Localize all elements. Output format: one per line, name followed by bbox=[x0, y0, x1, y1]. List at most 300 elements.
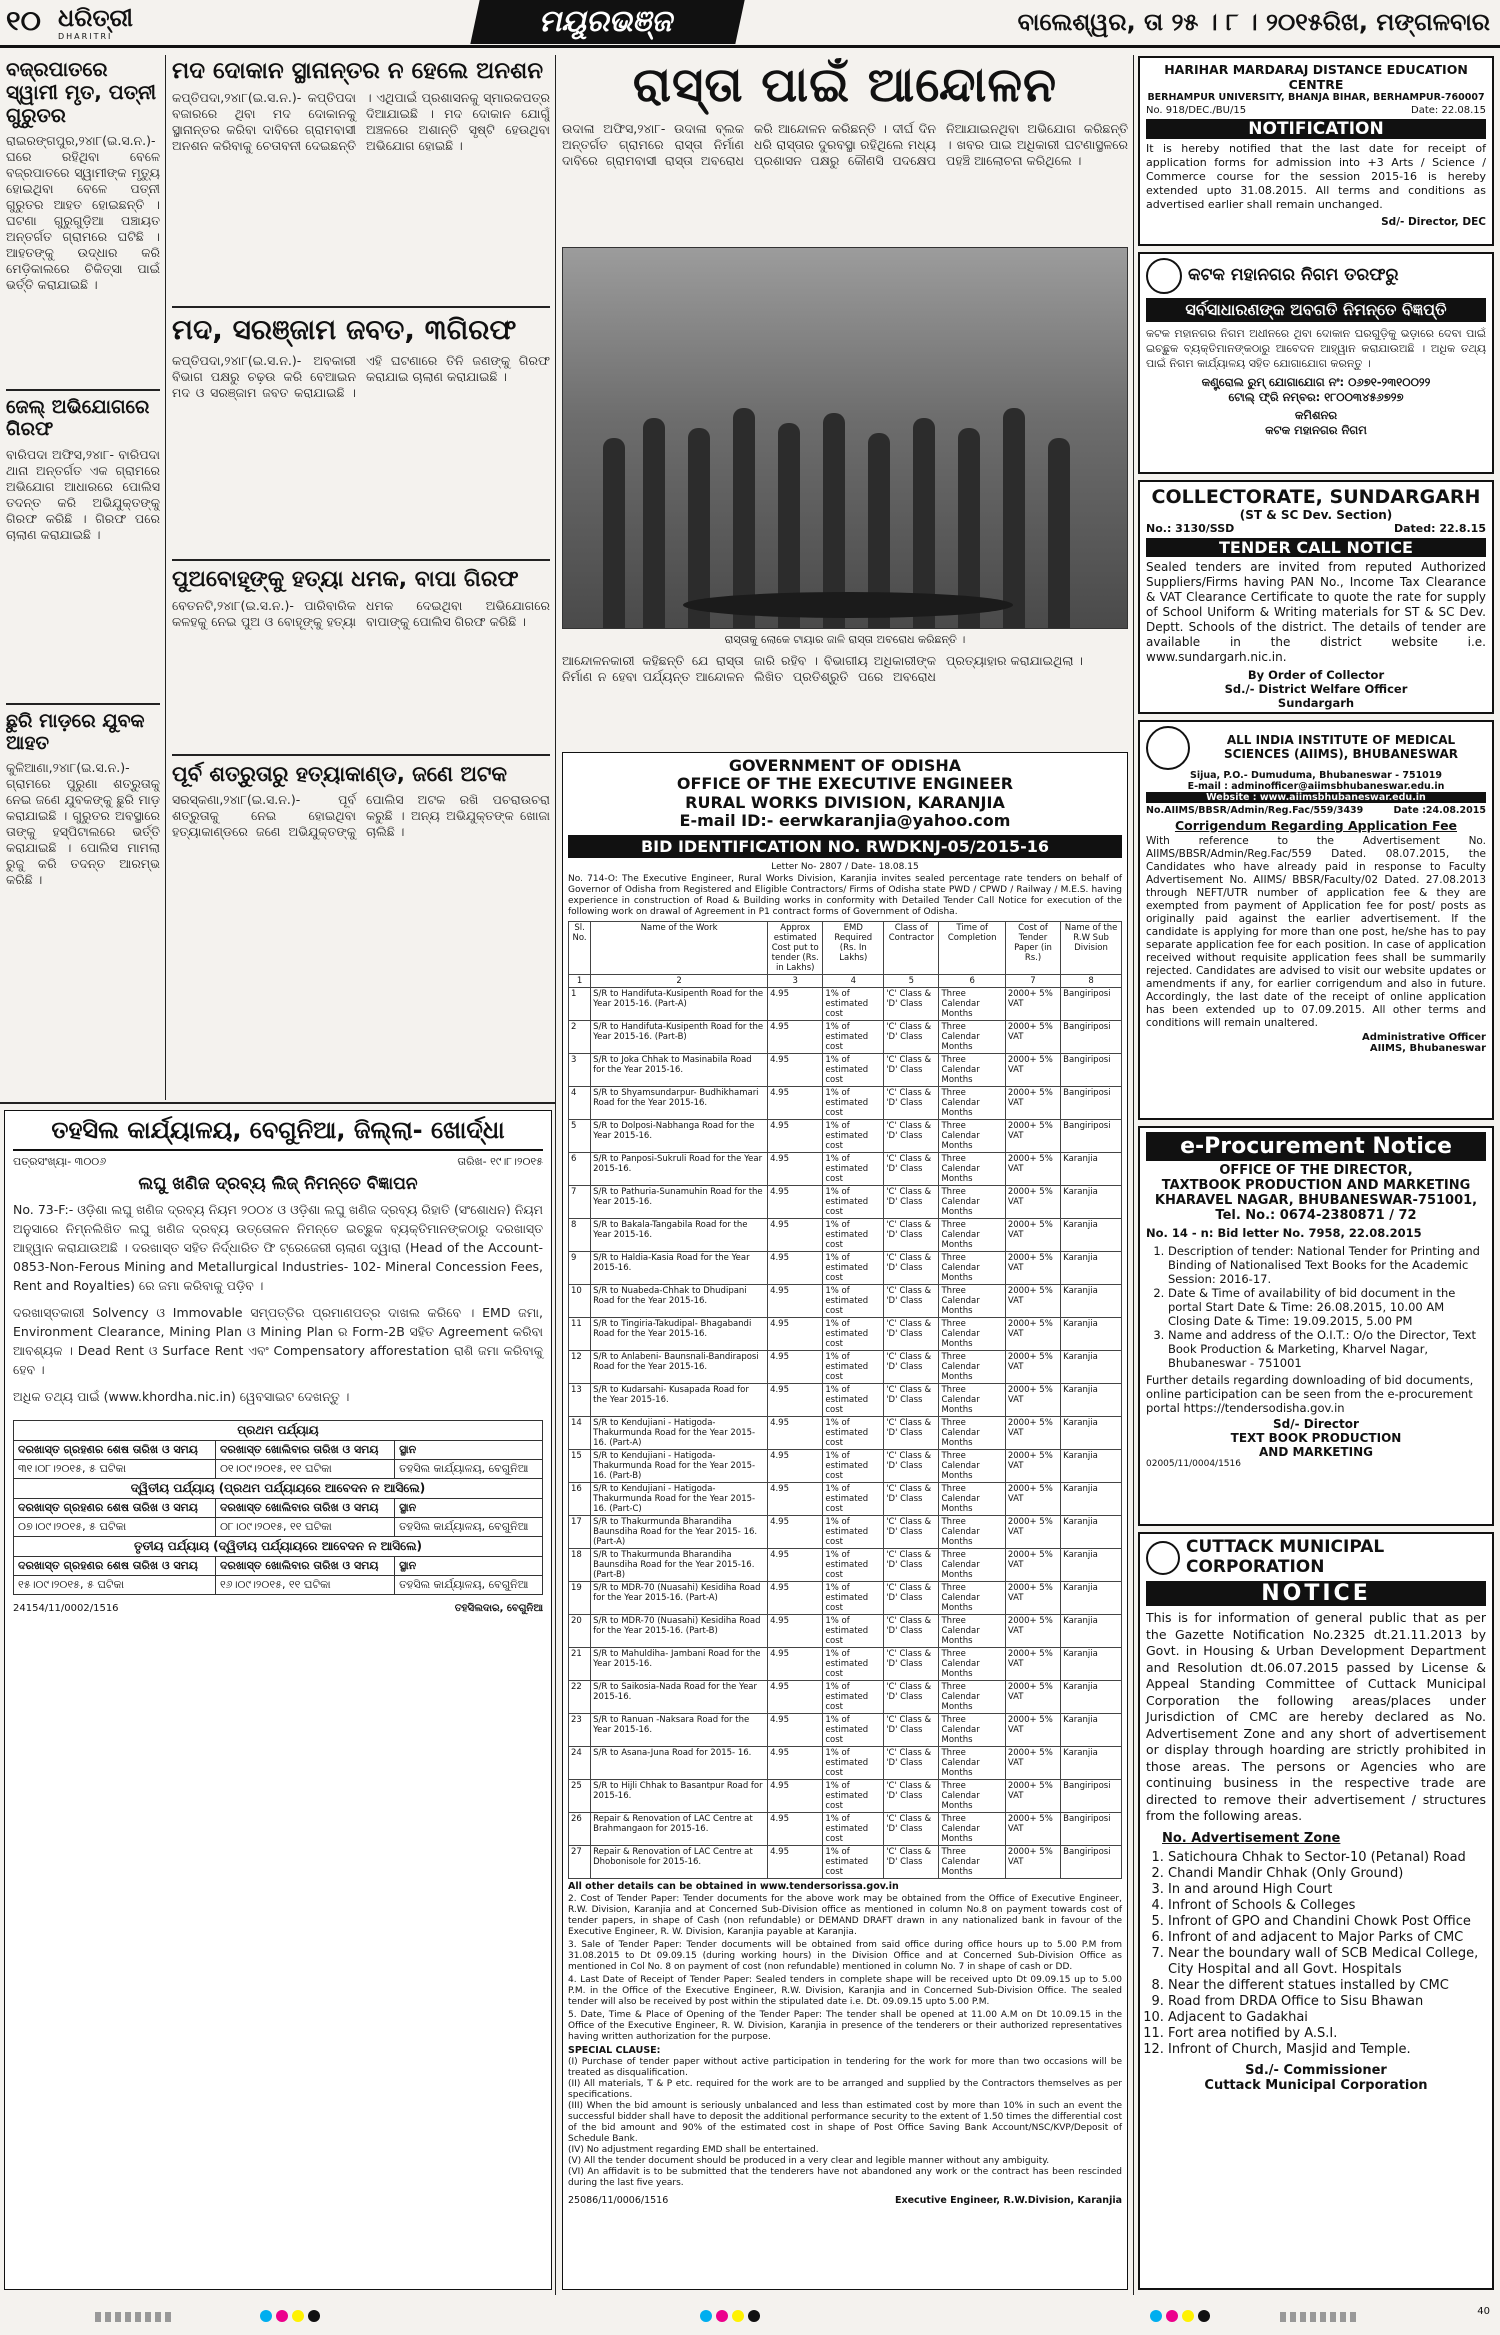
bid-letter: No. 14 - n: Bid letter No. 7958, 22.08.2015 bbox=[1146, 1225, 1422, 1240]
story-body: ବେତନଟି,୨୪ା୮(ଇ.ସ.ନ.)- ପାରିବାରିକ କଳହକୁ ନେଇ ପୁଅ ଓ ବୋହୂଙ୍କୁ ହତ୍ୟା ଧମକ ଦେଇଥିବା ଅଭିଯୋଗରେ ବାପାଙ୍କୁ ପୋଲିସ ଗିରଫ କରିଛି । bbox=[172, 597, 550, 629]
table-header: Approx estimated Cost put to tender (Rs. in Lakhs) bbox=[768, 921, 823, 974]
table-cell: 4.95 bbox=[768, 1317, 823, 1350]
table-cell: 2000+ 5% VAT bbox=[1005, 1845, 1060, 1878]
table-cell: S/R to Thakurmunda Bharandiha Baunsdiha Road for the Year 2015-16. (Part-B) bbox=[591, 1548, 768, 1581]
signatory: Executive Engineer, R.W.Division, Karanjia bbox=[894, 2195, 1122, 2207]
table-cell: Karanjia bbox=[1061, 1317, 1122, 1350]
table-cell: 24 bbox=[569, 1746, 591, 1779]
ad-code: 25086/11/0006/1516 bbox=[568, 2195, 669, 2207]
table-row bbox=[569, 1086, 1122, 1119]
table-cell: Karanjia bbox=[1061, 1251, 1122, 1284]
table-cell: Three Calendar Months bbox=[939, 1284, 1005, 1317]
table-cell: S/R to Bakala-Tangabila Road for the Year 2015-16. bbox=[591, 1218, 768, 1251]
table-cell: 2000+ 5% VAT bbox=[1005, 1152, 1060, 1185]
table-cell: 12 bbox=[569, 1350, 591, 1383]
table-cell: Three Calendar Months bbox=[939, 1185, 1005, 1218]
list-item: 1. Description of tender: National Tender for Printing and Binding of Nationalised Text Books for the Academic Session: 2016-17. bbox=[1168, 1244, 1486, 1286]
table-cell: S/R to Kendujiani - Hatigoda- Thakurmunda Road for the Year 2015-16. (Part-B) bbox=[591, 1449, 768, 1482]
table-cell: ୦୧।୦୯।୨୦୧୫, ୧୧ ଘଟିକା bbox=[215, 1460, 394, 1479]
table-cell: Karanjia bbox=[1061, 1383, 1122, 1416]
table-cell: Three Calendar Months bbox=[939, 1680, 1005, 1713]
table-cell: 2000+ 5% VAT bbox=[1005, 1449, 1060, 1482]
table-cell: ସ୍ଥାନ bbox=[395, 1557, 543, 1576]
ad-body: With reference to the Advertisement No. AIIMS/BBSR/Admin/Reg.Fac/559 Dated. 08.07.2015, the Candidates who have already paid in response to Faculty Advertisement No. AIIMS/ BBSR/Faculty/02 Dated. 27.08.2013 through NEFT/UTR number of application fee & they are exempted from payment of Application fee for post/ posts as originally paid against the earlier advertisement. If the candidate is applying for more than one post, he/she has to pay separate application fee for each position. In case of application received without requisite application fees shall be summarily rejected. Candidates are advised to visit our website updates or amendments if any, for earlier corrigendum and also in future. Accordingly, the last date of the receipt of online application has been extended up to 07.09.2015. All other terms and conditions will remain unaltered. bbox=[1146, 835, 1486, 1029]
office-line: OFFICE OF THE DIRECTOR, bbox=[1219, 1163, 1413, 1178]
office-line: TAXTBOOK PRODUCTION AND MARKETING bbox=[1161, 1177, 1471, 1193]
table-cell: Three Calendar Months bbox=[939, 1581, 1005, 1614]
table-cell: 4.95 bbox=[768, 1053, 823, 1086]
table-cell: Three Calendar Months bbox=[939, 1416, 1005, 1449]
table-cell: 18 bbox=[569, 1548, 591, 1581]
table-row bbox=[14, 1499, 543, 1518]
table-cell: Three Calendar Months bbox=[939, 1086, 1005, 1119]
list-item: 5. Infront of GPO and Chandini Chowk Post Office bbox=[1168, 1914, 1486, 1930]
story-headline: ପୂର୍ବ ଶତ୍ରୁତାରୁ ହତ୍ୟାକାଣ୍ଡ, ଜଣେ ଅଟକ bbox=[172, 761, 508, 786]
table-cell: 25 bbox=[569, 1779, 591, 1812]
table-cell: 1% of estimated cost bbox=[823, 1548, 884, 1581]
column-number: 7 bbox=[1005, 974, 1060, 987]
ad-signatory: By Order of Collector bbox=[1247, 668, 1385, 682]
table-cell: Repair & Renovation of LAC Centre at Dhobonisole for 2015-16. bbox=[591, 1845, 768, 1878]
clause: 4. Last Date of Receipt of Tender Paper: Sealed tenders in complete shape will be received upto Dt 09.09.15 up to 5.00 P.M. in the Office of the Executive Engineer, R.W. Division, Karanjia and in Concerned Sub-Division Office. The sealed tender will also be received by post within the stipulated date i.e. Dt. 09.09.15 upto 5.00 P.M. bbox=[568, 1975, 1122, 2008]
eproc-items bbox=[1146, 1244, 1486, 1370]
ad-website: Website : www.aiimsbhubaneswar.edu.in bbox=[1146, 792, 1486, 803]
table-cell: 8 bbox=[569, 1218, 591, 1251]
table-cell: 1% of estimated cost bbox=[823, 1185, 884, 1218]
table-cell: 1% of estimated cost bbox=[823, 1614, 884, 1647]
ref-date: Date: 22.08.15 bbox=[1411, 105, 1486, 116]
table-cell: S/R to Kendujiani - Hatigoda- Thakurmunda Road for the Year 2015-16. (Part-C) bbox=[591, 1482, 768, 1515]
table-cell: 4.95 bbox=[768, 1548, 823, 1581]
table-cell: 1% of estimated cost bbox=[823, 1845, 884, 1878]
table-row bbox=[569, 1383, 1122, 1416]
notice-paragraph: No. 73-F:- ଓଡ଼ିଶା ଲଘୁ ଖଣିଜ ଦ୍ରବ୍ୟ ନିୟମ ୨୦୦୪ ଓ ଓଡ଼ିଶା ଲଘୁ ଖଣିଜ ଦ୍ରବ୍ୟ ରିହାତି (ସଂଶୋଧନ) ନିୟମ ଅନୁସାରେ ନିମ୍ନଲିଖିତ ଲଘୁ ଖଣିଜ ଦ୍ରବ୍ୟ ଉତ୍ତୋଳନ ନିମନ୍ତେ ଇଚ୍ଛୁକ ବ୍ୟକ୍ତିମାନଙ୍କଠାରୁ ଦରଖାସ୍ତ ଆହ୍ୱାନ କରାଯାଉଅଛି । ଦରଖାସ୍ତ ସହିତ ନିର୍ଦ୍ଧାରିତ ଫି ଟ୍ରେଜେରୀ ଚାଲାଣ ଦ୍ୱାରା (Head of the Account-0853-Non-Ferous Mining and Metallurgical Industries- 102- Mineral Concession Fees, Rent and Royalties) ରେ ଜମା କରିବାକୁ ପଡ଼ିବ । bbox=[13, 1202, 543, 1294]
table-cell: 'C' Class & 'D' Class bbox=[884, 1383, 939, 1416]
table-cell: 14 bbox=[569, 1416, 591, 1449]
list-item: 11. Fort area notified by A.S.I. bbox=[1168, 2026, 1486, 2042]
table-row bbox=[569, 1482, 1122, 1515]
middle-news-column bbox=[172, 58, 550, 1098]
column-number: 8 bbox=[1061, 974, 1122, 987]
table-cell: 1% of estimated cost bbox=[823, 1779, 884, 1812]
schedule-heading: ତୃତୀୟ ପର୍ଯ୍ୟାୟ (ଦ୍ୱିତୀୟ ପର୍ଯ୍ୟାୟରେ ଆବେଦନ ନ ଆସିଲେ) bbox=[13, 1537, 543, 1556]
table-cell: 'C' Class & 'D' Class bbox=[884, 1548, 939, 1581]
table-cell: 'C' Class & 'D' Class bbox=[884, 1845, 939, 1878]
contact-line: ଟୋଲ୍ ଫ୍ରି ନମ୍ବର: ୧୮୦୦୩୪୫୬୭୨୭ bbox=[1228, 390, 1404, 404]
table-cell: 2000+ 5% VAT bbox=[1005, 1515, 1060, 1548]
table-cell: 'C' Class & 'D' Class bbox=[884, 1185, 939, 1218]
letter-number: ପତ୍ରସଂଖ୍ୟା- ୩୦୦୬ bbox=[13, 1154, 107, 1168]
table-cell: 1% of estimated cost bbox=[823, 1119, 884, 1152]
table-cell: S/R to Pathuria-Sunamuhin Road for the Year 2015-16. bbox=[591, 1185, 768, 1218]
table-cell: 1 bbox=[569, 987, 591, 1020]
table-cell: S/R to Nuabeda-Chhak to Dhudipani Road for the Year 2015-16. bbox=[591, 1284, 768, 1317]
table-row bbox=[569, 1053, 1122, 1086]
table-cell: Three Calendar Months bbox=[939, 1218, 1005, 1251]
table-cell: 4.95 bbox=[768, 1449, 823, 1482]
table-cell: S/R to Ranuan -Naksara Road for the Year 2015-16. bbox=[591, 1713, 768, 1746]
table-header: Class of Contractor bbox=[884, 921, 939, 974]
table-cell: 1% of estimated cost bbox=[823, 1416, 884, 1449]
left-news-column bbox=[6, 58, 160, 1098]
story-body: କୁଳିଆଣା,୨୪ା୮(ଇ.ସ.ନ.)- ଗ୍ରାମରେ ପୁରୁଣା ଶତ୍ରୁତାକୁ ନେଇ ଜଣେ ଯୁବକଙ୍କୁ ଛୁରି ମାଡ଼ କରାଯାଇଛି । ଗୁରୁତର ଅବସ୍ଥାରେ ତାଙ୍କୁ ହସ୍ପିଟାଲରେ ଭର୍ତ୍ତି କରାଯାଇଛି । ପୋଲିସ ମାମଲା ରୁଜୁ କରି ତଦନ୍ତ ଆରମ୍ଭ କରିଛି । bbox=[6, 760, 160, 888]
table-row bbox=[569, 1779, 1122, 1812]
table-cell: Bangiriposi bbox=[1061, 1020, 1122, 1053]
table-cell: Three Calendar Months bbox=[939, 1548, 1005, 1581]
table-row bbox=[569, 1152, 1122, 1185]
table-cell: 'C' Class & 'D' Class bbox=[884, 1020, 939, 1053]
table-row bbox=[14, 1576, 543, 1595]
table-cell: S/R to Shyamsundarpur- Budhikhamari Road for the Year 2015-16. bbox=[591, 1086, 768, 1119]
table-cell: 1% of estimated cost bbox=[823, 1053, 884, 1086]
table-cell: 2000+ 5% VAT bbox=[1005, 1020, 1060, 1053]
table-cell: ୧୬।୦୯।୨୦୧୫, ୧୧ ଘଟିକା bbox=[215, 1576, 394, 1595]
table-cell: 1% of estimated cost bbox=[823, 1515, 884, 1548]
table-cell: 4.95 bbox=[768, 1284, 823, 1317]
table-cell: 4.95 bbox=[768, 1614, 823, 1647]
list-item: 1. Satichoura Chhak to Sector-10 (Petanal) Road bbox=[1168, 1850, 1486, 1866]
special-clauses bbox=[568, 2057, 1122, 2189]
table-cell: Karanjia bbox=[1061, 1185, 1122, 1218]
table-cell: 4.95 bbox=[768, 1581, 823, 1614]
page-number: ୧୦ bbox=[6, 4, 41, 37]
table-cell: 1% of estimated cost bbox=[823, 1020, 884, 1053]
masthead bbox=[0, 0, 1500, 48]
table-cell: 1% of estimated cost bbox=[823, 1086, 884, 1119]
story-headline: ମଦ ଦୋକାନ ସ୍ଥାନାନ୍ତର ନ ହେଲେ ଅନଶନ bbox=[172, 58, 544, 84]
cmc-logo-icon bbox=[1146, 1541, 1180, 1575]
table-cell: 2000+ 5% VAT bbox=[1005, 1350, 1060, 1383]
zone-list bbox=[1146, 1850, 1486, 2058]
notice-subheading: ଲଘୁ ଖଣିଜ ଦ୍ରବ୍ୟ ଲିଜ୍ ନିମନ୍ତେ ବିଜ୍ଞାପନ bbox=[138, 1173, 418, 1194]
table-row bbox=[569, 1647, 1122, 1680]
ad-title: କଟକ ମହାନଗର ନିଗମ ତରଫରୁ bbox=[1188, 265, 1399, 286]
table-cell: Three Calendar Months bbox=[939, 1482, 1005, 1515]
ad-title: CUTTACK MUNICIPAL CORPORATION bbox=[1186, 1537, 1385, 1577]
schedule-table bbox=[13, 1440, 543, 1479]
table-cell: S/R to Tingiria-Takudipal- Bhagabandi Road for the Year 2015-16. bbox=[591, 1317, 768, 1350]
special-clause: (VI) An affidavit is to be submitted that the tenderers have not abandoned any work or the contract has been rescinded during the last five years. bbox=[568, 2167, 1122, 2189]
schedule-table bbox=[13, 1556, 543, 1595]
table-row bbox=[569, 1251, 1122, 1284]
table-cell: 2 bbox=[569, 1020, 591, 1053]
table-cell: 'C' Class & 'D' Class bbox=[884, 1746, 939, 1779]
table-cell: 2000+ 5% VAT bbox=[1005, 1614, 1060, 1647]
list-item: 6. Infront of and adjacent to Major Parks of CMC bbox=[1168, 1930, 1486, 1946]
table-cell: 16 bbox=[569, 1482, 591, 1515]
tender-table bbox=[568, 921, 1122, 1879]
ad-code: 24154/11/0002/1516 bbox=[13, 1603, 119, 1615]
table-cell: 'C' Class & 'D' Class bbox=[884, 1218, 939, 1251]
table-cell: S/R to Hijli Chhak to Basantpur Road for 2015-16. bbox=[591, 1779, 768, 1812]
table-row bbox=[569, 1449, 1122, 1482]
table-cell: Bangiriposi bbox=[1061, 1053, 1122, 1086]
table-cell: 'C' Class & 'D' Class bbox=[884, 1053, 939, 1086]
table-cell: Three Calendar Months bbox=[939, 1251, 1005, 1284]
story-headline: ପୁଅବୋହୂଙ୍କୁ ହତ୍ୟା ଧମକ, ବାପା ଗିରଫ bbox=[172, 566, 519, 592]
table-cell: ୧୫।୦୯।୨୦୧୫, ୫ ଘଟିକା bbox=[14, 1576, 216, 1595]
table-cell: 1% of estimated cost bbox=[823, 1251, 884, 1284]
ad-body: This is for information of general public that as per the Gazette Notification No.2325 dt.21.11.2013 by Govt. in Housing & Urban Development Department and Resolution dt.06.07.2015 passed by License & Appeal Standing Committee of Cuttack Municipal Corporation the following areas/places under Jurisdiction of CMC are hereby declared as No. Advertisement Zone and any short of advertisement or display through hoarding are strictly prohibited in those areas. The persons or Agencies who are continuing business in the respective trade are directed to remove their advertisement / structures from the following areas. bbox=[1146, 1610, 1486, 1824]
table-cell: 'C' Class & 'D' Class bbox=[884, 1779, 939, 1812]
table-cell: 4.95 bbox=[768, 1680, 823, 1713]
table-cell: 2000+ 5% VAT bbox=[1005, 1647, 1060, 1680]
list-item: 8. Near the different statues installed by CMC bbox=[1168, 1978, 1486, 1994]
ad-body: It is hereby notified that the last date for receipt of application forms for admission into +3 Arts / Science / Commerce course for the session 2015-16 is hereby extended upto 31.08.2015. All terms and conditions as advertised earlier shall remain unchanged. bbox=[1146, 142, 1486, 211]
story-body: ସରସ୍କଣା,୨୪ା୮(ଇ.ସ.ନ.)- ପୂର୍ବ ଶତ୍ରୁତାକୁ ନେଇ ହୋଇଥିବା ହତ୍ୟାକାଣ୍ଡରେ ଜଣେ ଅଭିଯୁକ୍ତଙ୍କୁ ପୋଲିସ ଅଟକ ରଖି ପଚରାଉଚରା କରୁଛି । ଅନ୍ୟ ଅଭିଯୁକ୍ତଙ୍କ ଖୋଜା ଚାଲିଛି । bbox=[172, 792, 550, 840]
ad-title: ALL INDIA INSTITUTE OF MEDICAL SCIENCES (AIIMS), BHUBANESWAR bbox=[1224, 733, 1458, 761]
table-row bbox=[14, 1557, 543, 1576]
ad-heading: ସର୍ବସାଧାରଣଙ୍କ ଅବଗତି ନିମନ୍ତେ ବିଜ୍ଞପ୍ତି bbox=[1146, 298, 1486, 322]
emblem-icon bbox=[1146, 258, 1182, 294]
special-clause: (III) When the bid amount is seriously unbalanced and less than estimated cost by more than 10% in such an event the successful bidder shall have to deposit the additional performance security to the extent of 1.50 times the differential cost of the bid amount and 90% of the estimated cost in shape of Post Office Saving Bank Account/NSC/KVP/Deposit of Schedule Bank. bbox=[568, 2101, 1122, 2145]
table-cell: 1% of estimated cost bbox=[823, 1449, 884, 1482]
table-cell: 1% of estimated cost bbox=[823, 1482, 884, 1515]
table-cell: Karanjia bbox=[1061, 1350, 1122, 1383]
table-header: Name of the R.W Sub Division bbox=[1061, 921, 1122, 974]
table-cell: 4.95 bbox=[768, 1350, 823, 1383]
table-cell: S/R to Handifuta-Kusipenth Road for the Year 2015-16. (Part-B) bbox=[591, 1020, 768, 1053]
table-cell: 2000+ 5% VAT bbox=[1005, 1482, 1060, 1515]
table-cell: 2000+ 5% VAT bbox=[1005, 1680, 1060, 1713]
table-cell: 1% of estimated cost bbox=[823, 1383, 884, 1416]
ad-body: Further details regarding downloading of bid documents, online participation can be seen from the e-procurement portal https://tendersodisha.gov.in bbox=[1146, 1372, 1474, 1415]
column-number: 2 bbox=[591, 974, 768, 987]
table-cell: Karanjia bbox=[1061, 1581, 1122, 1614]
lead-body: ଆନ୍ଦୋଳନକାରୀ କହିଛନ୍ତି ଯେ ରାସ୍ତା ନିର୍ମାଣ ନ ହେବା ପର୍ଯ୍ୟନ୍ତ ଆନ୍ଦୋଳନ ଜାରି ରହିବ । ବିଭାଗୀୟ ଅଧିକାରୀଙ୍କ ଲିଖିତ ପ୍ରତିଶ୍ରୁତି ପରେ ଅବରୋଧ ପ୍ରତ୍ୟାହାର କରାଯାଇଥିଲା । bbox=[562, 653, 1084, 685]
table-cell: 2000+ 5% VAT bbox=[1005, 1416, 1060, 1449]
table-cell: 4.95 bbox=[768, 1515, 823, 1548]
table-cell: 11 bbox=[569, 1317, 591, 1350]
ad-heading: TENDER CALL NOTICE bbox=[1146, 538, 1486, 557]
ad-signatory: AIIMS, Bhubaneswar bbox=[1369, 1043, 1486, 1054]
ref-date: Date :24.08.2015 bbox=[1393, 805, 1486, 816]
notice-paragraph: ଅଧିକ ତଥ୍ୟ ପାଇଁ (www.khordha.nic.in) ୱେବସାଇଟ ଦେଖନ୍ତୁ । bbox=[13, 1389, 350, 1405]
ad-signatory: Administrative Officer bbox=[1362, 1032, 1486, 1043]
table-row bbox=[14, 1441, 543, 1460]
special-clause: (II) All materials, T & P etc. required for the work are to be arranged and supplied by the Contractors themselves as per specifications. bbox=[568, 2079, 1122, 2101]
table-cell: 4.95 bbox=[768, 1647, 823, 1680]
table-row bbox=[569, 1614, 1122, 1647]
table-cell: Three Calendar Months bbox=[939, 1812, 1005, 1845]
table-cell: 2000+ 5% VAT bbox=[1005, 1119, 1060, 1152]
table-cell: 2000+ 5% VAT bbox=[1005, 1713, 1060, 1746]
ref-date: Dated: 22.8.15 bbox=[1393, 522, 1486, 535]
table-cell: Karanjia bbox=[1061, 1449, 1122, 1482]
table-cell: ଦରଖାସ୍ତ ଗ୍ରହଣର ଶେଷ ତାରିଖ ଓ ସମୟ bbox=[14, 1499, 216, 1518]
table-cell: 1% of estimated cost bbox=[823, 1680, 884, 1713]
story-headline: ମଦ, ସରଞ୍ଜାମ ଜବତ, ୩ଗିରଫ bbox=[172, 313, 517, 347]
table-cell: 1% of estimated cost bbox=[823, 1713, 884, 1746]
table-row bbox=[569, 1416, 1122, 1449]
lead-story bbox=[562, 58, 1128, 748]
print-footer bbox=[0, 2300, 1500, 2335]
table-cell: Three Calendar Months bbox=[939, 1152, 1005, 1185]
table-cell: ସ୍ଥାନ bbox=[395, 1499, 543, 1518]
tender-office: OFFICE OF THE EXECUTIVE ENGINEER bbox=[676, 774, 1014, 794]
table-cell: 4.95 bbox=[768, 1812, 823, 1845]
table-cell: 4.95 bbox=[768, 1779, 823, 1812]
table-cell: 7 bbox=[569, 1185, 591, 1218]
clause: 3. Sale of Tender Paper: Tender documents will be obtained from said office during office hours up to 5.00 P.M from 31.08.2015 to Dt 09.09.15 (during working hours) in the Division Office and at Concerned Sub-Division Office as mentioned in Col No. 8 on payment of cost (non refundable) mentioned in column No. 7 in shape of cash or DD. bbox=[568, 1940, 1122, 1973]
table-cell: 'C' Class & 'D' Class bbox=[884, 1086, 939, 1119]
table-cell: Bangiriposi bbox=[1061, 1845, 1122, 1878]
table-cell: S/R to Joka Chhak to Masinabila Road for the Year 2015-16. bbox=[591, 1053, 768, 1086]
table-cell: 2000+ 5% VAT bbox=[1005, 1317, 1060, 1350]
table-cell: 1% of estimated cost bbox=[823, 1152, 884, 1185]
table-cell: ୦୮।୦୯।୨୦୧୫, ୧୧ ଘଟିକା bbox=[215, 1518, 394, 1537]
table-cell: 4.95 bbox=[768, 1218, 823, 1251]
protest-photo bbox=[562, 247, 1128, 629]
clause: 2. Cost of Tender Paper: Tender documents for the above work may be obtained from the Office of Executive Engineer, R.W. Division, Karanjia and at Concerned Sub-Division office as mentioned in column No.8 on payment towards cost of tender papers, in shape of Cash (non refundable) or DEMAND DRAFT drawn in any nationalized bank in favour of the Executive Engineer, R. W. Division, Karanjia payable at Karanjia. bbox=[568, 1894, 1122, 1938]
table-cell: Karanjia bbox=[1061, 1746, 1122, 1779]
table-cell: 4.95 bbox=[768, 1482, 823, 1515]
table-cell: 23 bbox=[569, 1713, 591, 1746]
table-cell: 22 bbox=[569, 1680, 591, 1713]
table-cell: 5 bbox=[569, 1119, 591, 1152]
table-cell: 2000+ 5% VAT bbox=[1005, 987, 1060, 1020]
office-phone: Tel. No.: 0674-2380871 / 72 bbox=[1215, 1207, 1417, 1223]
ad-signatory: କଟକ ମହାନଗର ନିଗମ bbox=[1265, 423, 1367, 437]
table-cell: ୩୧।୦୮।୨୦୧୫, ୫ ଘଟିକା bbox=[14, 1460, 216, 1479]
notice-paragraph: ଦରଖାସ୍ତକାରୀ Solvency ଓ Immovable ସମ୍ପତ୍ତିର ପ୍ରମାଣପତ୍ର ଦାଖଲ କରିବେ । EMD ଜମା, Environment Clearance, Mining Plan ଓ Mining Plan ର Form-2B ସହିତ Agreement କରିବା ଆବଶ୍ୟକ । Dead Rent ଓ Surface Rent ଏବଂ Compensatory afforestation ରାଶି ଜମା କରିବାକୁ ହେବ । bbox=[13, 1305, 543, 1378]
table-cell: 4.95 bbox=[768, 1020, 823, 1053]
table-cell: Karanjia bbox=[1061, 1647, 1122, 1680]
table-cell: Three Calendar Months bbox=[939, 1020, 1005, 1053]
ref-number: No.AIIMS/BBSR/Admin/Reg.Fac/559/3439 bbox=[1146, 805, 1364, 816]
table-cell: ତହସିଲ କାର୍ଯ୍ୟାଳୟ, ବେଗୁନିଆ bbox=[395, 1460, 543, 1479]
table-cell: ସ୍ଥାନ bbox=[395, 1441, 543, 1460]
table-cell: 'C' Class & 'D' Class bbox=[884, 1614, 939, 1647]
bid-id: BID IDENTIFICATION NO. RWDKNJ-05/2015-16 bbox=[568, 835, 1122, 858]
table-cell: Three Calendar Months bbox=[939, 987, 1005, 1020]
ad-heading: e-Procurement Notice bbox=[1146, 1132, 1486, 1161]
table-row bbox=[569, 1020, 1122, 1053]
table-cell: S/R to Saikosia-Nada Road for the Year 2015-16. bbox=[591, 1680, 768, 1713]
table-cell: 2000+ 5% VAT bbox=[1005, 1746, 1060, 1779]
table-cell: 4.95 bbox=[768, 1746, 823, 1779]
table-cell: S/R to Anlabeni- Baunsnali-Bandiraposi Road for the Year 2015-16. bbox=[591, 1350, 768, 1383]
table-row bbox=[569, 1515, 1122, 1548]
table-cell: S/R to Handifuta-Kusipenth Road for the Year 2015-16. (Part-A) bbox=[591, 987, 768, 1020]
column-number: 6 bbox=[939, 974, 1005, 987]
table-cell: 6 bbox=[569, 1152, 591, 1185]
notice-heading: ତହସିଲ କାର୍ଯ୍ୟାଳୟ, ବେଗୁନିଆ, ଜିଲ୍ଲା- ଖୋର୍ଦ୍ଧା bbox=[13, 1117, 543, 1151]
list-item: 3. In and around High Court bbox=[1168, 1882, 1486, 1898]
table-cell: 2000+ 5% VAT bbox=[1005, 1185, 1060, 1218]
table-cell: Three Calendar Months bbox=[939, 1779, 1005, 1812]
table-cell: ତହସିଲ କାର୍ଯ୍ୟାଳୟ, ବେଗୁନିଆ bbox=[395, 1518, 543, 1537]
table-cell: S/R to Haldia-Kasia Road for the Year 2015-16. bbox=[591, 1251, 768, 1284]
ad-heading: NOTIFICATION bbox=[1146, 119, 1486, 139]
tender-gov: GOVERNMENT OF ODISHA bbox=[728, 756, 962, 775]
ad-code: 02005/11/0004/1516 bbox=[1146, 1459, 1241, 1470]
ad-heading: NOTICE bbox=[1146, 1581, 1486, 1606]
table-row bbox=[569, 1350, 1122, 1383]
table-cell: 3 bbox=[569, 1053, 591, 1086]
table-cell: 'C' Class & 'D' Class bbox=[884, 987, 939, 1020]
table-cell: Karanjia bbox=[1061, 1614, 1122, 1647]
table-cell: 2000+ 5% VAT bbox=[1005, 1284, 1060, 1317]
table-cell: 15 bbox=[569, 1449, 591, 1482]
table-cell: ତହସିଲ କାର୍ଯ୍ୟାଳୟ, ବେଗୁନିଆ bbox=[395, 1576, 543, 1595]
table-row bbox=[14, 1518, 543, 1537]
table-cell: Three Calendar Months bbox=[939, 1647, 1005, 1680]
table-header: Sl. No. bbox=[569, 921, 591, 974]
table-cell: 'C' Class & 'D' Class bbox=[884, 1680, 939, 1713]
table-row bbox=[569, 1680, 1122, 1713]
list-item: 3. Name and address of the O.I.T.: O/o the Director, Text Book Production & Marketing, Kharvel Nagar, Bhubaneswar - 751001 bbox=[1168, 1328, 1486, 1370]
table-cell: Three Calendar Months bbox=[939, 1350, 1005, 1383]
table-cell: Bangiriposi bbox=[1061, 1086, 1122, 1119]
table-cell: Three Calendar Months bbox=[939, 1119, 1005, 1152]
table-cell: 2000+ 5% VAT bbox=[1005, 1779, 1060, 1812]
table-cell: 'C' Class & 'D' Class bbox=[884, 1284, 939, 1317]
table-cell: Karanjia bbox=[1061, 1713, 1122, 1746]
table-row bbox=[569, 1185, 1122, 1218]
table-cell: 19 bbox=[569, 1581, 591, 1614]
table-cell: 2000+ 5% VAT bbox=[1005, 1383, 1060, 1416]
table-cell: 4.95 bbox=[768, 1086, 823, 1119]
table-header: Time of Completion bbox=[939, 921, 1005, 974]
table-cell: S/R to Mahuldiha- Jambani Road for the Year 2015-16. bbox=[591, 1647, 768, 1680]
tender-clauses bbox=[568, 1894, 1122, 2043]
table-cell: 17 bbox=[569, 1515, 591, 1548]
story-headline: ଜେଲ୍ ଅଭିଯୋଗରେ ଗିରଫ bbox=[6, 396, 150, 440]
table-row bbox=[569, 987, 1122, 1020]
table-cell: 'C' Class & 'D' Class bbox=[884, 1812, 939, 1845]
contact-line: କଣ୍ଟ୍ରୋଲ ରୁମ୍ ଯୋଗାଯୋଗ ନଂ: ୦୬୭୧-୨୩୧୦୦୨୨ bbox=[1201, 375, 1431, 389]
table-cell: S/R to Thakurmunda Bharandiha Baunsdiha Road for the Year 2015- 16. (Part-A) bbox=[591, 1515, 768, 1548]
table-cell: 1% of estimated cost bbox=[823, 1581, 884, 1614]
table-cell: 2000+ 5% VAT bbox=[1005, 1218, 1060, 1251]
edition-date: ବାଲେଶ୍ୱର, ତା ୨୫ । ୮ । ୨୦୧୫ରିଖ, ମଙ୍ଗଳବାର bbox=[1017, 8, 1490, 36]
office-line: KHARAVEL NAGAR, BHUBANESWAR-751001, bbox=[1154, 1192, 1478, 1208]
story-headline: ଛୁରି ମାଡ଼ରେ ଯୁବକ ଆହତ bbox=[6, 709, 145, 754]
ad-body: Sealed tenders are invited from reputed Authorized Suppliers/Firms having PAN No., Income Tax Clearance & VAT Clearance Certificate to quote the rate for supply of School Uniform & Writing materials for ST & SC Dev. Deptt. Schools of the district. The details of tender are available in the district website i.e. www.sundargarh.nic.in. bbox=[1146, 560, 1486, 664]
table-cell: Karanjia bbox=[1061, 1152, 1122, 1185]
tender-email: E-mail ID:- eerwkaranjia@yahoo.com bbox=[679, 811, 1011, 831]
column-number: 4 bbox=[823, 974, 884, 987]
sundargarh-tender-notice bbox=[1138, 480, 1494, 714]
story-headline: ବଜ୍ରପାତରେ ସ୍ୱାମୀ ମୃତ, ପତ୍ନୀ ଗୁରୁତର bbox=[6, 58, 157, 127]
signatory: ତହସିଲଦାର, ବେଗୁନିଆ bbox=[454, 1603, 543, 1615]
table-cell: 'C' Class & 'D' Class bbox=[884, 1152, 939, 1185]
table-cell: ୦୭।୦୯।୨୦୧୫, ୫ ଘଟିକା bbox=[14, 1518, 216, 1537]
table-cell: 1% of estimated cost bbox=[823, 1647, 884, 1680]
table-cell: 26 bbox=[569, 1812, 591, 1845]
table-cell: 2000+ 5% VAT bbox=[1005, 1086, 1060, 1119]
table-cell: 1% of estimated cost bbox=[823, 1812, 884, 1845]
ad-signatory: Sd./- Commissioner bbox=[1245, 2062, 1387, 2078]
ad-signatory: AND MARKETING bbox=[1259, 1444, 1373, 1459]
table-cell: 4.95 bbox=[768, 1185, 823, 1218]
ad-signatory: Sd/- Director, DEC bbox=[1381, 216, 1486, 228]
table-cell: 'C' Class & 'D' Class bbox=[884, 1581, 939, 1614]
table-cell: 13 bbox=[569, 1383, 591, 1416]
table-cell: Karanjia bbox=[1061, 1482, 1122, 1515]
table-cell: 1% of estimated cost bbox=[823, 1218, 884, 1251]
table-header: EMD Required (Rs. In Lakhs) bbox=[823, 921, 884, 974]
table-cell: Three Calendar Months bbox=[939, 1713, 1005, 1746]
table-row bbox=[569, 1548, 1122, 1581]
lead-headline: ରାସ୍ତା ପାଇଁ ଆନ୍ଦୋଳନ bbox=[632, 58, 1058, 113]
table-cell: Karanjia bbox=[1061, 1218, 1122, 1251]
table-cell: Three Calendar Months bbox=[939, 1746, 1005, 1779]
table-row bbox=[569, 1581, 1122, 1614]
table-cell: 'C' Class & 'D' Class bbox=[884, 1515, 939, 1548]
table-cell: Bangiriposi bbox=[1061, 1812, 1122, 1845]
